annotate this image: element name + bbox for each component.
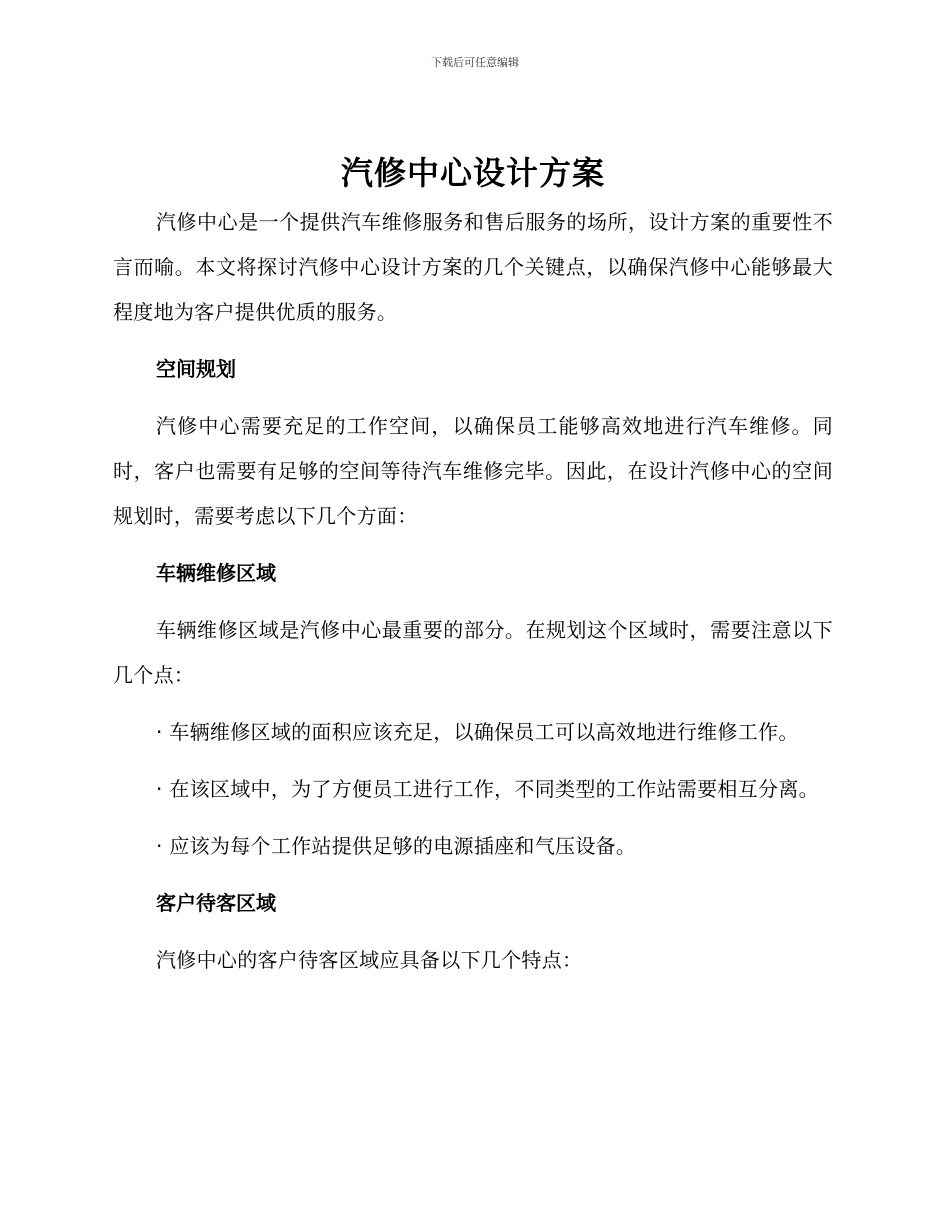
bullet-item: · 在该区域中，为了方便员工进行工作，不同类型的工作站需要相互分离。 — [156, 777, 819, 801]
section-heading-waiting: 客户待客区域 — [156, 891, 276, 915]
section-heading-space: 空间规划 — [156, 357, 236, 381]
bullet-item: · 应该为每个工作站提供足够的电源插座和气压设备。 — [156, 834, 637, 858]
section-paragraph-space: 汽修中心需要充足的工作空间，以确保员工能够高效地进行汽车维修。同时，客户也需要有足够的空间等待汽车维修完毕。因此，在设计汽修中心的空间规划时，需要考虑以下几个方面： — [113, 414, 833, 528]
page-header-note: 下载后可任意编辑 — [431, 56, 519, 69]
section-paragraph-repair: 车辆维修区域是汽修中心最重要的部分。在规划这个区域时，需要注意以下几个点： — [113, 618, 833, 687]
document-body — [113, 146, 833, 983]
intro-paragraph: 汽修中心是一个提供汽车维修服务和售后服务的场所，设计方案的重要性不言而喻。本文将探讨汽修中心设计方案的几个关键点，以确保汽修中心能够最大程度地为客户提供优质的服务。 — [113, 210, 833, 324]
section-heading-repair: 车辆维修区域 — [156, 561, 276, 585]
bullet-item: · 车辆维修区域的面积应该充足，以确保员工可以高效地进行维修工作。 — [156, 720, 799, 744]
section-paragraph-waiting: 汽修中心的客户待客区域应具备以下几个特点： — [156, 948, 583, 972]
document-title: 汽修中心设计方案 — [340, 154, 605, 192]
